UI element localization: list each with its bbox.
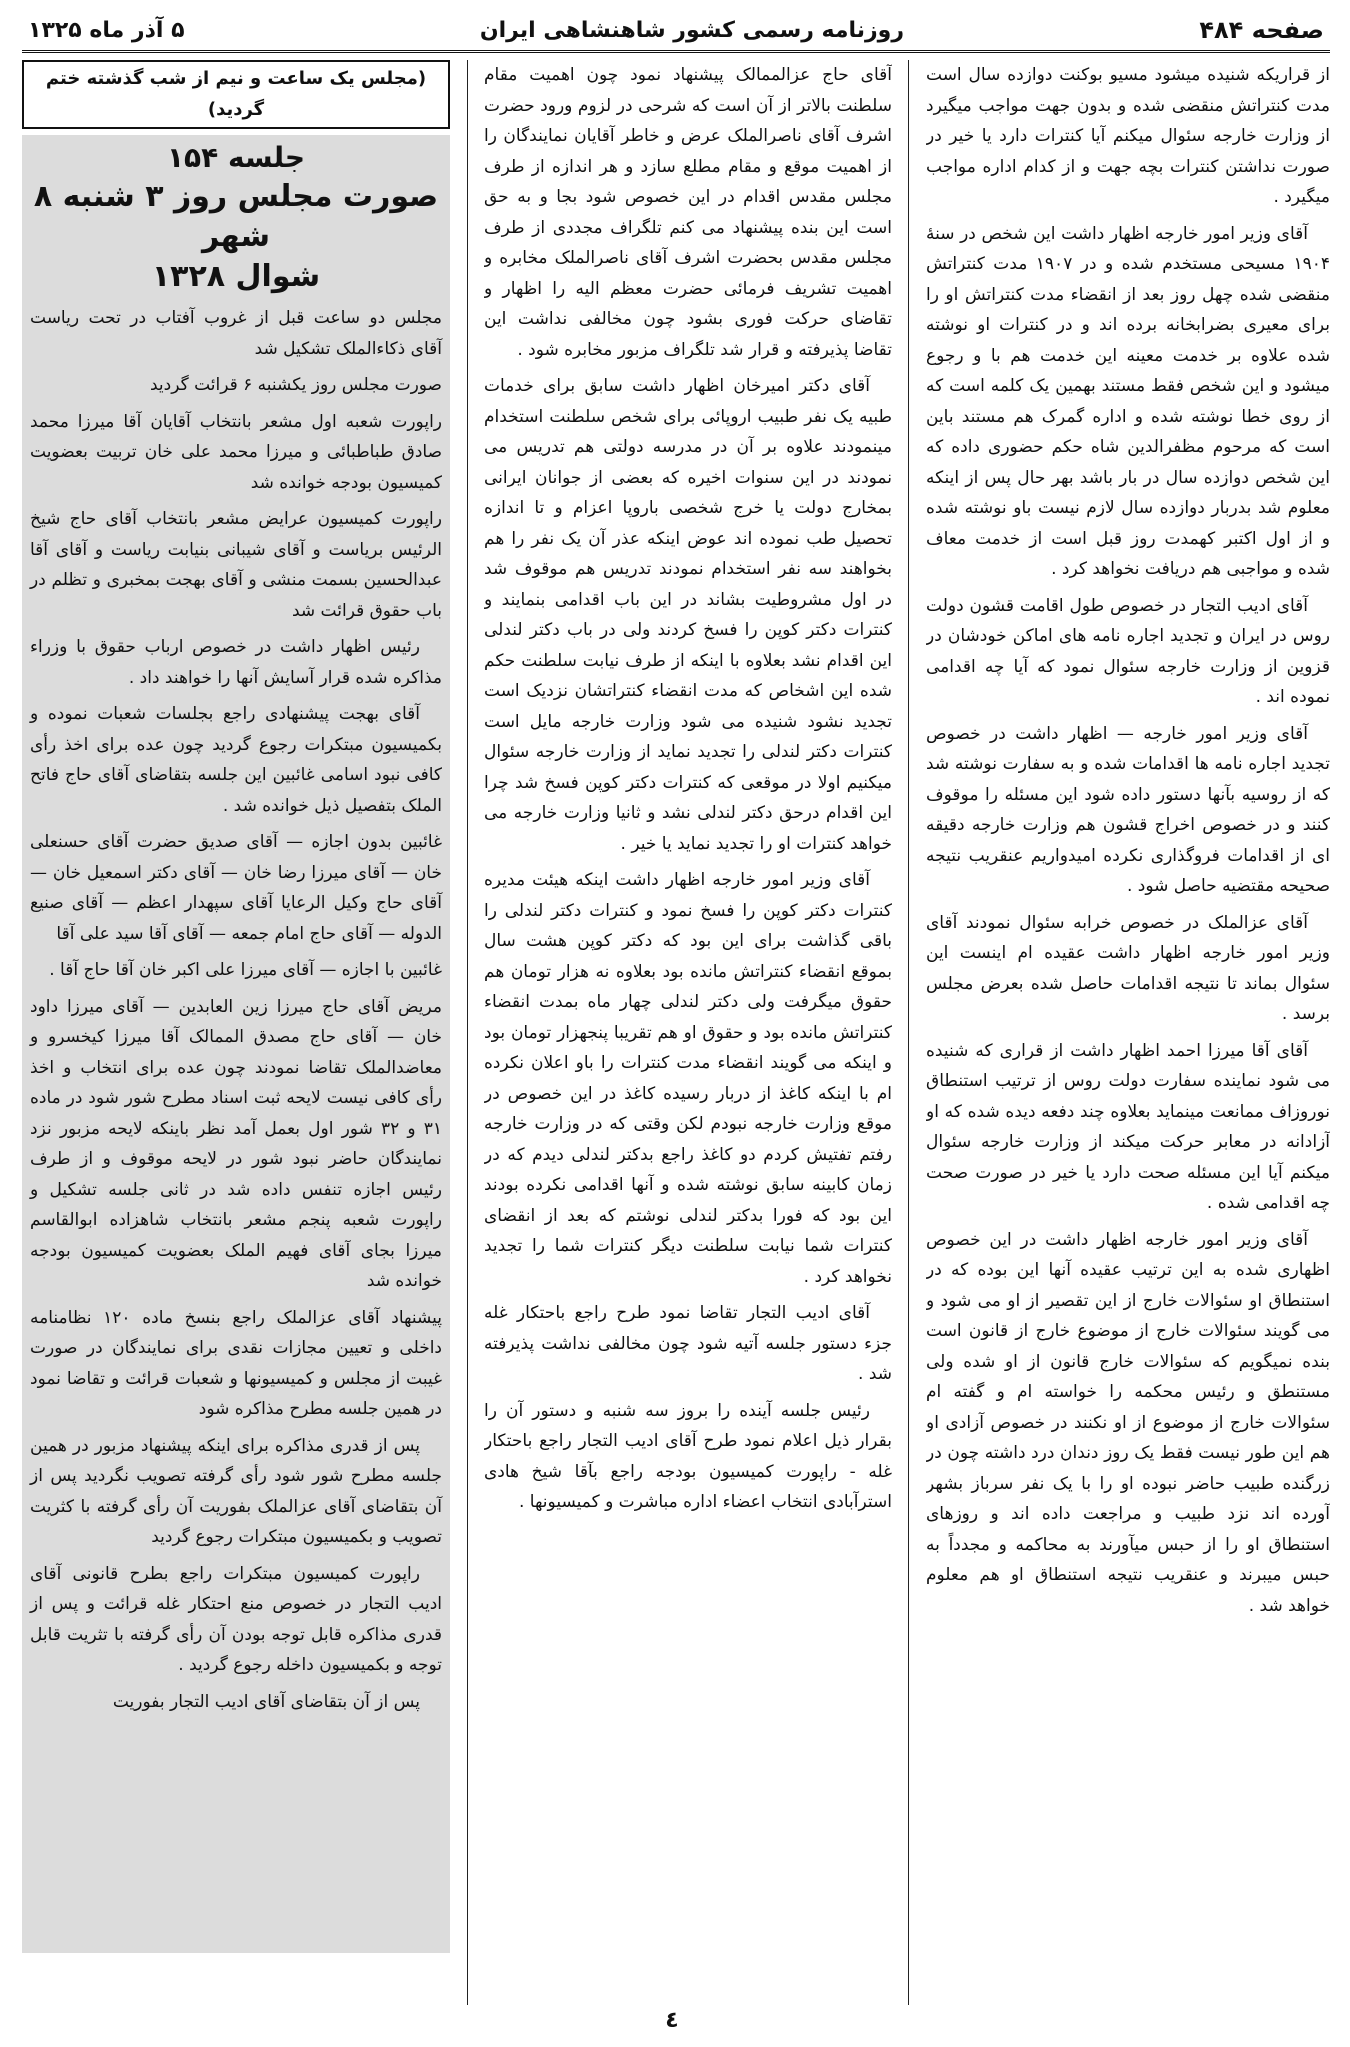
column-right	[926, 60, 1330, 2005]
paragraph: آقای بهجت پیشنهادی راجع بجلسات شعبات نموده و بکمیسیون مبتکرات رجوع گردید چون عده برای اخذ رأی کافی نبود اسامی غائبین این جلسه بتقاضای آقای حاج فاتح الملک بتفصیل ذیل خوانده شد .	[30, 704, 442, 816]
paragraph: رئیس اظهار داشت در خصوص ارباب حقوق با وزراء مذاکره شده قرار آسایش آنها را خواهند داد .	[30, 637, 442, 688]
paragraph: پس از قدری مذاکره برای اینکه پیشنهاد مزبور در همین جلسه مطرح شور شود رأی گرفته تصویب نگردید پس از آن بتقاضای آقای عزالملک بفوریت آن رأی گرفته با کثریت تصویب و بکمیسیون مبتکرات رجوع گردید	[30, 1435, 442, 1547]
paragraph: آقای وزیر امور خارجه — اظهار داشت در خصوص تجدید اجاره نامه ها اقدامات شده و به سفارت نوشته شد که از روسیه بآنها دستور داده شود این مسئله را موقوف کنند و در خصوص اخراج قشون هم وزارت خارجه دقیقه ای از اقدامات فروگذاری نکرده امیدواریم عنقریب نتیجه صحیحه مقتضیه حاصل شود .	[926, 723, 1330, 896]
session-minutes-box	[22, 135, 450, 1953]
paragraph: راپورت کمیسیون مبتکرات راجع بطرح قانونی آقای ادیب التجار در خصوص منع احتکار غله قرائت و پس از قدری مذاکره قابل توجه بودن آن رأی گرفته با تثریت قابل توجه و بکمیسیون داخله رجوع گردید .	[30, 1563, 442, 1675]
session-closing-note: (مجلس یک ساعت و نیم از شب گذشته ختم گردید)	[22, 60, 450, 129]
paragraph: راپورت کمیسیون عرایض مشعر بانتخاب آقای حاج شیخ الرئیس بریاست و آقای شیبانی بنیابت ریاست و آقای آقا عبدالحسین بسمت منشی و آقای بهجت بمخبری و تظلم در باب حقوق قرائت شد	[30, 509, 442, 621]
newspaper-title: روزنامه رسمی کشور شاهنشاهی ایران	[479, 17, 905, 43]
paragraph: از قراریکه شنیده میشود مسیو بوکنت دوازده سال است مدت کنتراتش منقضی شده و بدون جهت مواجب میگیرد از وزارت خارجه سئوال میکنم آیا کنترات دارد یا خیر در صورت نداشتن کنترات بچه جهت و از کدام اداره مواجب میگیرد .	[926, 65, 1330, 207]
column-divider	[467, 60, 468, 2005]
paragraph: پیشنهاد آقای عزالملک راجع بنسخ ماده ۱۲۰ نظامنامه داخلی و تعیین مجازات نقدی برای نمایندگان در صورت غیبت از مجلس و کمیسیونها و شعبات قرائت و تقاضا نمود در همین جلسه مطرح مذاکره شود	[30, 1307, 442, 1419]
paragraph: غائبین بدون اجازه — آقای صدیق حضرت آقای حسنعلی خان — آقای میرزا رضا خان — آقای دکتر اسمعیل خان — آقای حاج وکیل الرعایا آقای سپهدار اعظم — آقای صنیع الدوله — آقای حاج امام جمعه — آقای آقا سید علی آقا	[30, 832, 442, 944]
paragraph: آقای وزیر امور خارجه اظهار داشت این شخص در سنهٔ ۱۹۰۴ مسیحی مستخدم شده و در ۱۹۰۷ مدت کنتراتش منقضی شده چهل روز بعد از انقضاء مدت کنتراتش او را برای معیری بضرابخانه برده اند و در کنترات او نوشته شده علاوه بر خدمت معینه این خدمت هم با و رجوع میشود و این شخص فقط مستند بهمین یک کلمه است که از روی خطا نوشته شده و اداره گمرک هم مستند باین است که مرحوم مظفرالدین شاه حکم حضوری داده که این شخص دوازده سال در بار باشد بهر حال پس از اینکه معلوم شد بدربار دوازده سال لازم نیست باو نوشته شده و از اول اکتبر کهمدت روز قبل است از خدمت معاف شده و مواجبی هم دریافت نخواهد کرد .	[926, 223, 1330, 579]
page-label: صفحه ۴۸۴	[1199, 16, 1324, 44]
page-number: ٤	[665, 2008, 679, 2033]
issue-date: ۵ آذر ماه ۱۳۲۵	[28, 17, 185, 43]
paragraph: آقای آقا میرزا احمد اظهار داشت از قراری که شنیده می شود نماینده سفارت دولت روس از ترتیب استنطاق نوروزاف ممانعت مینماید بعلاوه چند دفعه دیده شده که او آزادانه در معابر حرکت میکند از وزارت خارجه سئوال میکنم آیا این مسئله صحت دارد یا خیر در صورت صحت چه اقدامی شده .	[926, 1040, 1330, 1213]
paragraph: آقای وزیر امور خارجه اظهار داشت اینکه هیئت مدیره کنترات دکتر کوپن را فسخ نمود و کنترات دکتر لندلی را باقی گذاشت برای این بود که دکتر کوپن هشت سال بموقع انقضاء کنتراتش مانده بود بعلاوه نه هزار تومان هم حقوق میگرفت ولی دکتر لندلی چهار ماه بمدت انقضاء کنتراتش مانده بود و حقوق او هم تقریبا پنجهزار تومان بود و اینکه می گویند انقضاء مدت کنترات را باو اعلان نکرده ام با اینکه کاغذ از دربار رسیده کاغذ در این خصوص در موقع وزارت خارجه نبودم لکن وقتی که در وزارت خارجه رفتم تفتیش کردم دو کاغذ راجع بدکتر لندلی دیدم که در زمان کابینه سابق نوشته شده و آنها اقدامی نکرده بودند این بود که فورا بدکتر لندلی نوشتم که بعد از انقضای کنترات شما نیابت سلطنت دیگر کنترات شما را تجدید نخواهد کرد .	[484, 870, 892, 1287]
paragraph: آقای حاج عزالممالک پیشنهاد نمود چون اهمیت مقام سلطنت بالاتر از آن است که شرحی در لزوم ورود حضرت اشرف آقای ناصرالملک عرض و خاطر آقایان نمایندگان را از اهمیت موقع و مقام مطلع سازد و هر اندازه از طرف مجلس مقدس اقدام در این خصوص شود بجا و به حق است این بنده پیشنهاد می کنم تلگراف مجددی از طرف مجلس مقدس بحضرت اشرف آقای ناصرالملک مخابره و اهمیت تشریف فرمائی حضرت معظم الیه را اظهار و تقاضای حرکت فوری بشود چون مخالفی نداشت این تقاضا پذیرفته و قرار شد تلگراف مزبور مخابره شود .	[484, 65, 892, 360]
paragraph: پس از آن بتقاضای آقای ادیب التجار بفوریت	[112, 1691, 420, 1712]
session-subtitle: صورت مجلس روز ۳ شنبه ۸ شهر	[33, 179, 439, 254]
article-columns	[22, 60, 1330, 2005]
newspaper-page	[22, 0, 1330, 2047]
column-middle	[484, 60, 892, 2005]
page-header	[22, 10, 1330, 53]
paragraph: غائبین با اجازه — آقای میرزا علی اکبر خان آقا حاج آقا .	[49, 960, 442, 980]
paragraph: صورت مجلس روز یکشنبه ۶ قرائت گردید	[149, 375, 442, 395]
paragraph: آقای وزیر امور خارجه اظهار داشت در این خصوص اظهاری شده به این ترتیب عقیده آنها این بوده که در استنطاق او سئوالات خارج از این تقصیر از او می شود و می گویند سئوالات خارج از موضوع خارج از قانون است بنده نمیگویم که سئوالات خارج قانون از او شده ولی مستنطق و رئیس محکمه را خواسته ام و گفته ام سئوالات خارج از موضوع از او نکنند در خصوص آزادی او هم این طور نیست فقط یک روز دندان درد داشته چون در زرگنده طبیب حاضر نبوده او را با یک نفر سرباز بشهر آورده اند نزد طبیب و مراجعت داده اند و روزهای استنطاق او را از حبس میآورند به محاکمه و مجدداً به حبس میبرند و عنقریب نتیجه استنطاق او هم معلوم خواهد شد .	[926, 1229, 1330, 1616]
column-left	[22, 60, 450, 2005]
paragraph: آقای عزالملک در خصوص خرابه سئوال نمودند آقای وزیر امور خارجه اظهار داشت عقیده ام اینست این سئوال بماند تا نتیجه اقدامات حاصل شده بعرض مجلس برسد .	[926, 912, 1330, 1024]
paragraph: آقای ادیب التجار در خصوص طول اقامت قشون دولت روس در ایران و تجدید اجاره نامه های اماکن خودشان در قزوین از وزارت خارجه سئوال نمود که آیا چه اقدامی نموده اند .	[926, 595, 1330, 707]
column-divider	[908, 60, 909, 2005]
paragraph: آقای دکتر امیرخان اظهار داشت سابق برای خدمات طبیه یک نفر طبیب اروپائی برای شخص سلطنت استخدام مینمودند علاوه بر آن در مدرسه دولتی هم تدریس می نمودند در این سنوات اخیره که بعضی از جوانان ایرانی بمخارج دولت یا خرج شخصی باروپا اعزام و تا اندازه تحصیل طب نموده اند عوض اینکه عذر آن یک نفر را هم بخواهند سه نفر استخدام نمودند تدریس هم موقوف شد در اول مشروطیت بشاند در این باب اقدامی بنمایند و کنترات دکتر کوپن را فسخ کردند ولی در باب دکتر لندلی این اقدام نشد بعلاوه با اینکه از طرف نیابت سلطنت حکم شده این اشخاص که مدت انقضاء کنتراتشان نزدیک است تجدید نشود شنیده می شود وزارت خارجه مایل است کنترات دکتر لندلی را تجدید نماید از وزارت خارجه سئوال میکنیم اولا در موقعی که کنترات دکتر کوپن فسخ شد چرا این اقدام درحق دکتر لندلی نشد و ثانیا وزارت خارجه می خواهد کنترات او را تجدید نماید یا خیر .	[484, 376, 892, 854]
paragraph: مجلس دو ساعت قبل از غروب آفتاب در تحت ریاست آقای ذکاءالملک تشکیل شد	[30, 308, 442, 359]
paragraph: راپورت شعبه اول مشعر بانتخاب آقایان آقا میرزا محمد صادق طباطبائی و میرزا محمد علی خان تربیت بعضویت کمیسیون بودجه خوانده شد	[30, 411, 442, 493]
session-date: شوال ۱۳۲۸	[151, 259, 321, 294]
paragraph: آقای ادیب التجار تقاضا نمود طرح راجع باحتکار غله جزء دستور جلسه آتیه شود چون مخالفی نداشت پذیرفته شد .	[484, 1303, 892, 1384]
paragraph: مریض آقای حاج میرزا زین العابدین — آقای میرزا داود خان — آقای حاج مصدق الممالک آقا میرزا کیخسرو و معاضدالملک تقاضا نمودند چون عده برای انتخاب و اخذ رأی کافی نیست لایحه ثبت اسناد مطرح شور شود در ماده ۳۱ و ۳۲ شور اول بعمل آمد نظر باینکه لایحه مزبور نزد نمایندگان حاضر نبود شور در لایحه موقوف و از طرف رئیس اجازه تنفس داده شد در ثانی جلسه تشکیل و راپورت شعبه پنجم مشعر بانتخاب شاهزاده ابوالقاسم میرزا بجای آقای فهیم الملک بعضویت کمیسیون بودجه خوانده شد	[30, 996, 442, 1291]
session-title: جلسه ۱۵۴	[166, 141, 306, 174]
paragraph: رئیس جلسه آینده را بروز سه شنبه و دستور آن را بقرار ذیل اعلام نمود طرح آقای ادیب التجار راجع باحتکار غله - راپورت کمیسیون بودجه راجع بآقا شیخ هادی استرآبادی انتخاب اعضاء اداره مباشرت و کمیسیونها .	[484, 1400, 892, 1512]
